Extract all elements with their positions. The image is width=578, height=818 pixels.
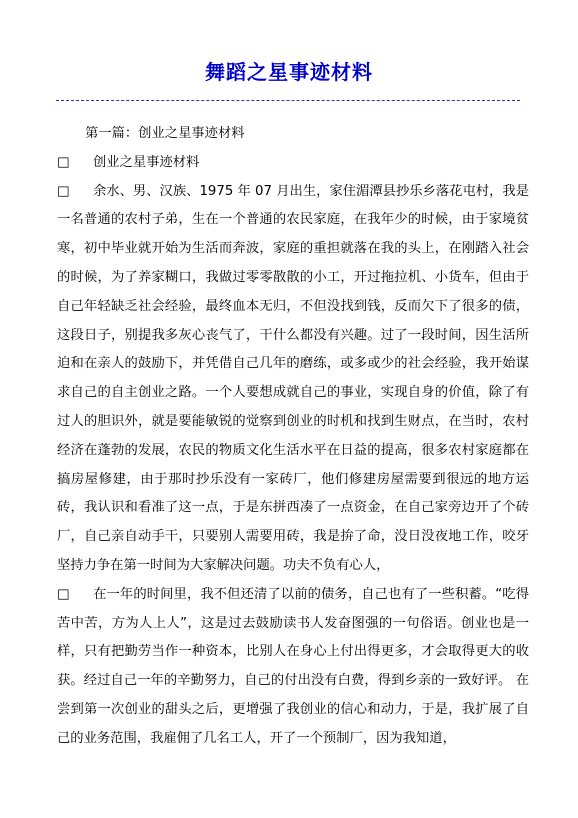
paragraph-2 (57, 178, 529, 581)
checkbox-glyph-icon: □ (57, 183, 70, 199)
checkbox-glyph-icon: □ (57, 586, 70, 602)
document-title: 舞蹈之星事迹材料 (205, 60, 373, 84)
section-heading: 第一篇：创业之星事迹材料 (85, 126, 245, 141)
paragraph-1 (57, 149, 529, 178)
paragraph-3 (57, 581, 529, 754)
paragraph-text: 创业之星事迹材料 (93, 154, 200, 170)
paragraph-text: 在一年的时间里，我不但还清了以前的债务，自己也有了一些积蓄。“吃得苦中苦，方为人上人”，这是过去鼓励读书人发奋图强的一句俗语。创业也是一样，只有把勤劳当作一种资本，比别人在身心上付出得更多，才会取得更大的收获。经过自己一年的辛勤努力，自己的付出没有白费，得到乡亲的一致好评。 在尝到第一次创业的甜头之后，更增强了我创业的信心和动力，于是，我扩展了自己的业务范围，我雇佣了几名工人，开了一个预制厂，因为我知道， (57, 586, 529, 746)
checkbox-glyph-icon: □ (57, 154, 70, 170)
title-divider (56, 100, 520, 101)
paragraph-text: 余水、男、汉族、1975 年 07 月出生，家住湄潭县抄乐乡落花屯村，我是一名普通的农村子弟，生在一个普通的农民家庭，在我年少的时候，由于家境贫寒，初中毕业就开始为生活而奔波，家庭的重担就落在我的头上，在刚踏入社会的时候，为了养家糊口，我做过零零散散的小工，开过拖拉机、小货车，但由于自己年轻缺乏社会经验，最终血本无归，不但没找到钱，反而欠下了很多的债，这段日子，别提我多灰心丧气了，干什么都没有兴趣。过了一段时间，因生活所迫和在亲人的鼓励下，并凭借自己几年的磨练，或多或少的社会经验，我开始谋求自己的自主创业之路。一个人要想成就自己的事业，实现自身的价值，除了有过人的胆识外，就是要能敏锐的觉察到创业的时机和找到生财点，在当时，农村经济在蓬勃的发展，农民的物质文化生活水平在日益的提高，很多农村家庭都在搞房屋修建，由于那时抄乐没有一家砖厂，他们修建房屋需要到很远的地方运砖，我认识和看准了这一点，于是东拼西凑了一点资金，在自己家旁边开了个砖厂，自己亲自动手干，只要别人需要用砖，我是拚了命，没日没夜地工作，咬牙坚持力争在第一时间为大家解决问题。功夫不负有心人， (57, 183, 529, 573)
document-body (57, 120, 529, 754)
